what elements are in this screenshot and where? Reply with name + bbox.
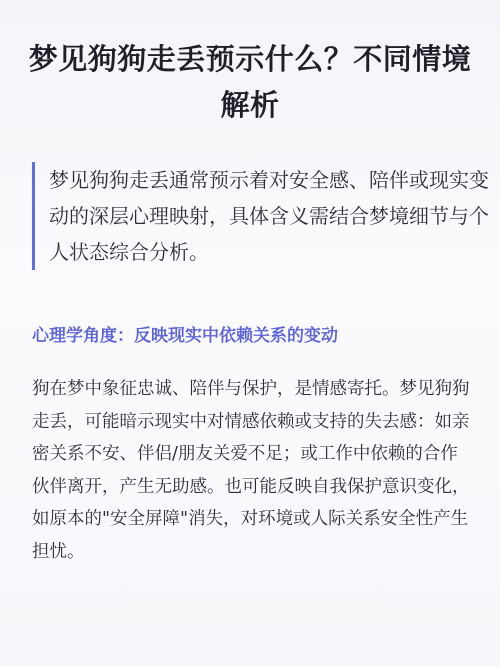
section-body: 狗在梦中象征忠诚、陪伴与保护，是情感寄托。梦见狗狗走丢，可能暗示现实中对情感依赖或支持的失去感：如亲密关系不安、伴侣/朋友关爱不足；或工作中依赖的合作伙伴离开，产生无助感。也可能反映自我保护意识变化，如原本的"安全屏障"消失，对环境或人际关系安全性产生担忧。 (32, 379, 470, 562)
summary-quote: 梦见狗狗走丢通常预示着对安全感、陪伴或现实变动的深层心理映射，具体含义需结合梦境细节与个人状态综合分析。 (32, 162, 489, 270)
article-title: 梦见狗狗走丢预示什么？不同情境解析 (28, 42, 472, 122)
section-heading: 心理学角度：反映现实中依赖关系的变动 (32, 326, 338, 346)
